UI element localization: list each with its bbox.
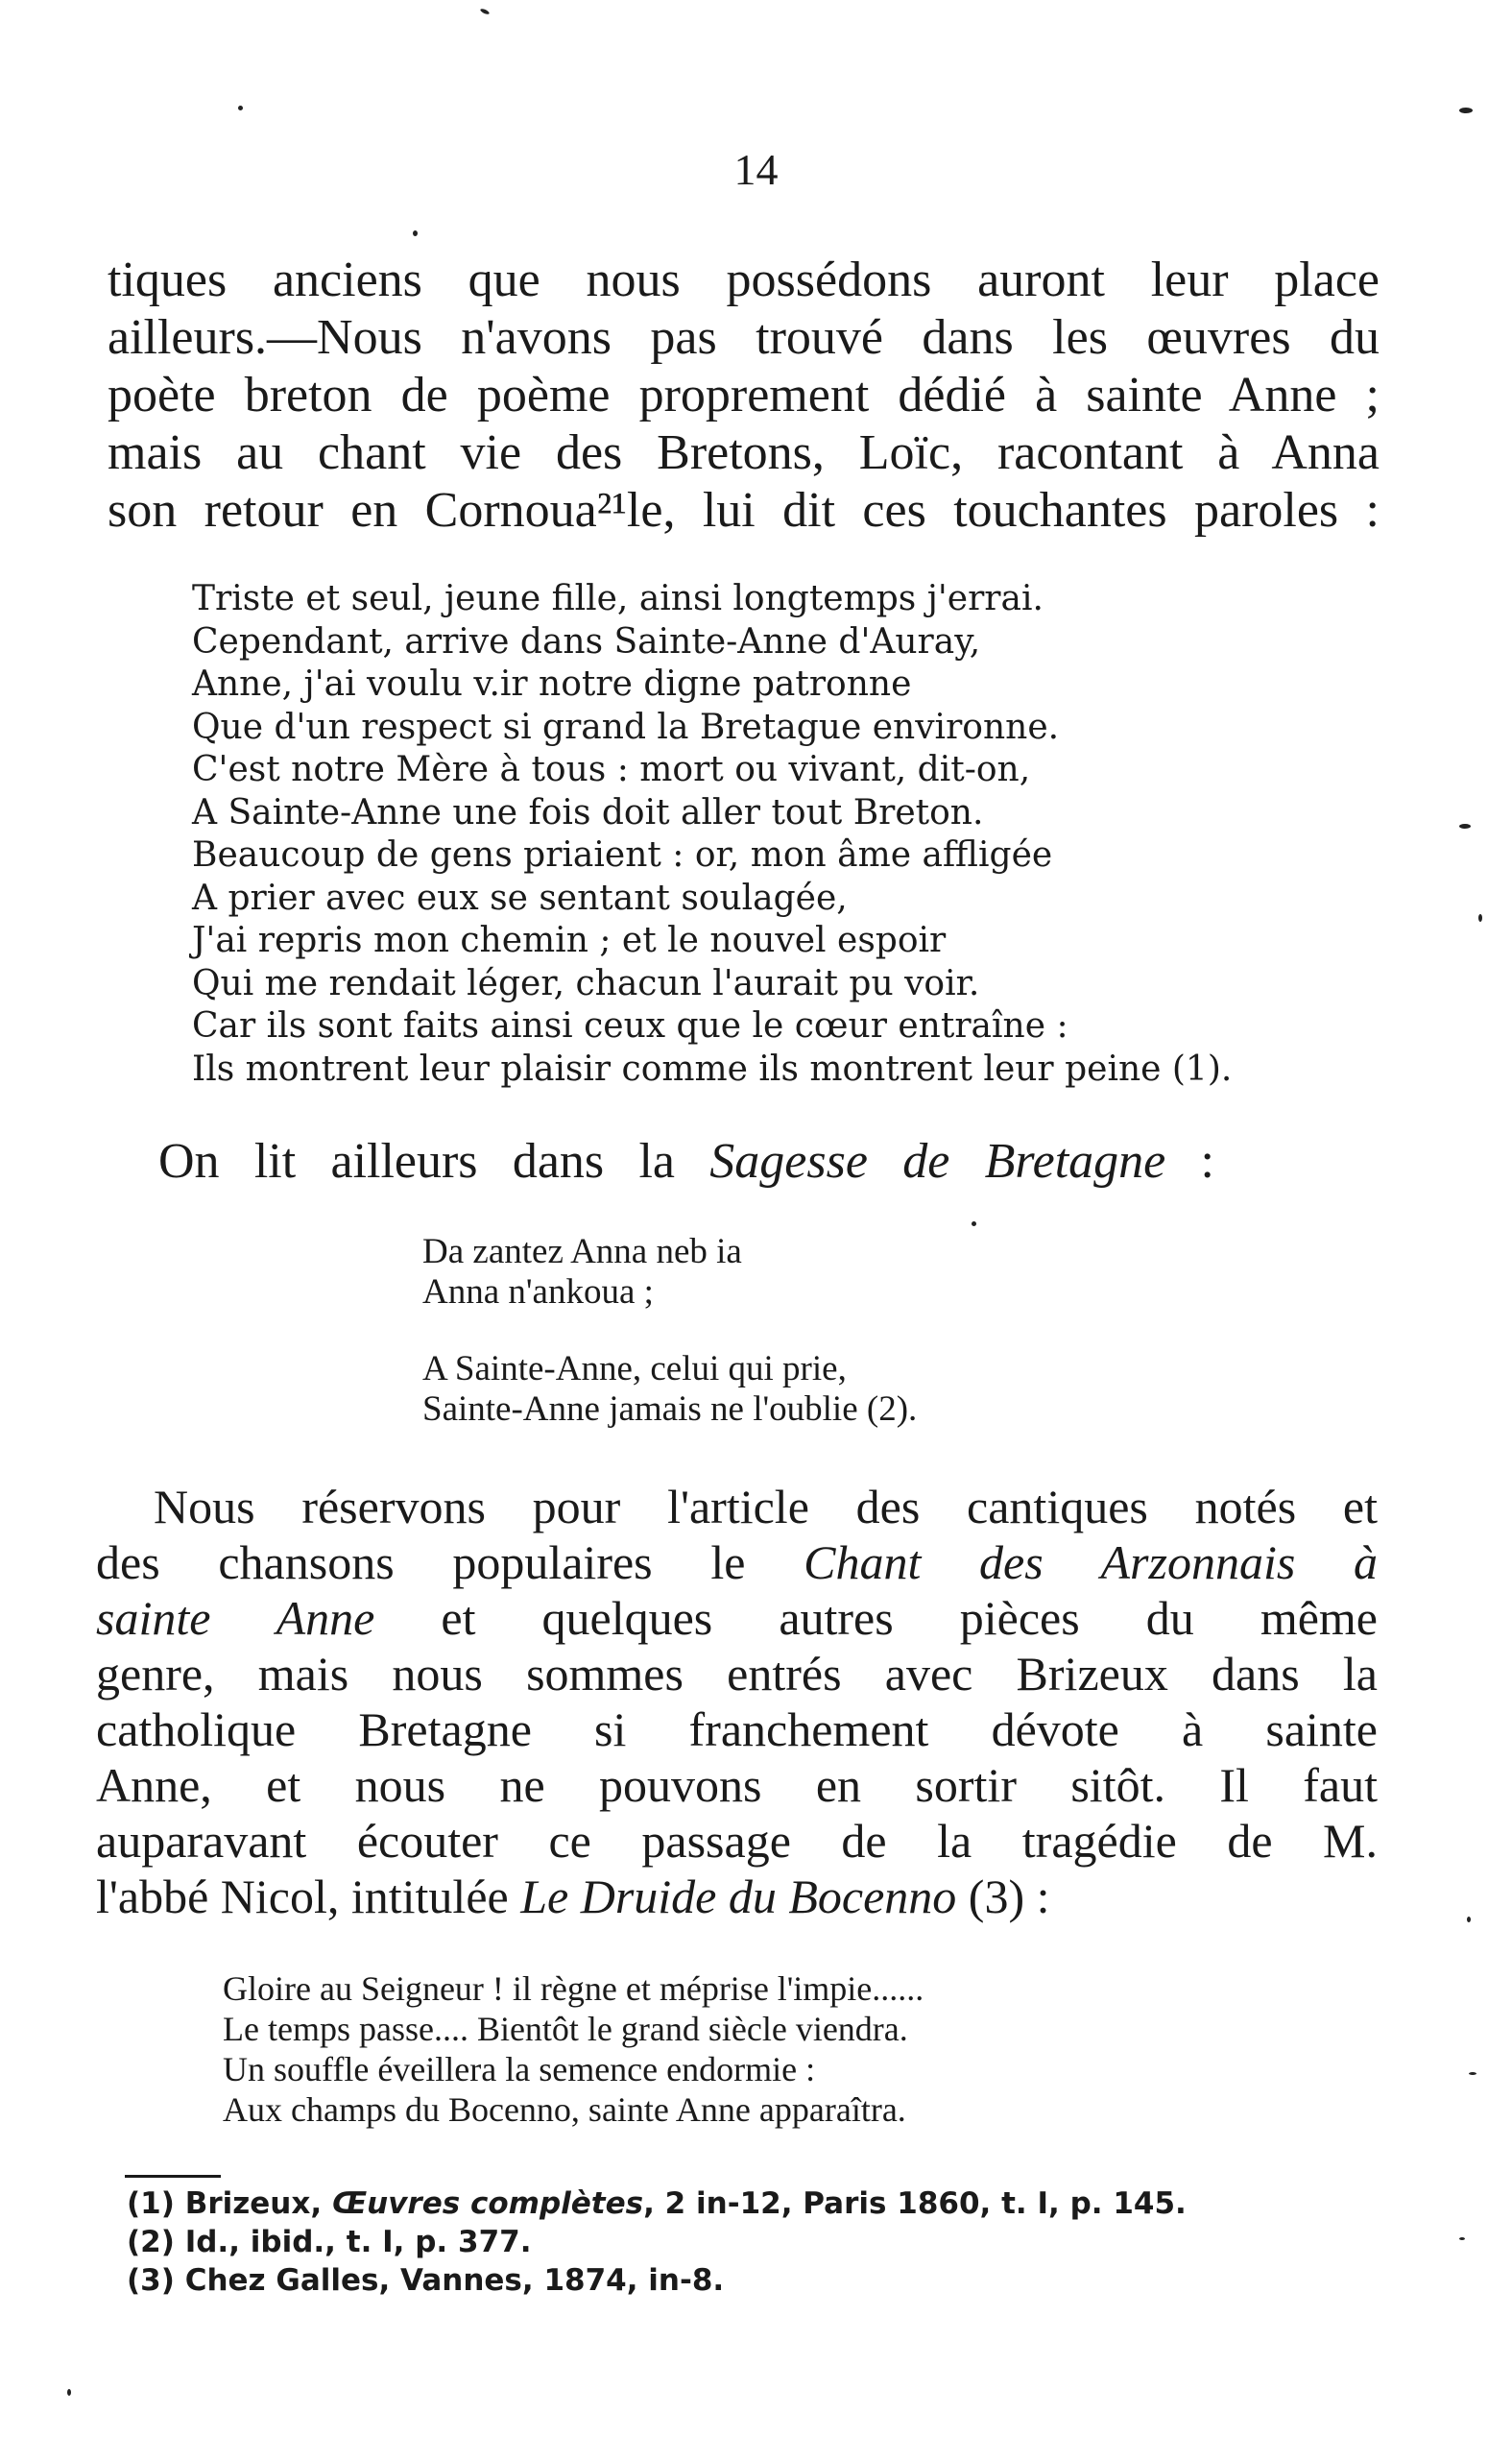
scan-speck <box>1467 1917 1471 1922</box>
verse-line: Triste et seul, jeune fille, ainsi longtemps j'errai. <box>192 579 1044 618</box>
intro-paragraph <box>108 252 1380 540</box>
sagesse-title: Sagesse de Bretagne <box>709 1134 1166 1189</box>
scan-speck <box>238 106 243 110</box>
text-line: genre, mais nous sommes entrés avec Brizeux dans la <box>96 1647 1378 1701</box>
text-line: tiques anciens que nous possédons auront leur place <box>108 253 1380 307</box>
scan-speck <box>1478 914 1482 922</box>
verse-line: C'est notre Mère à tous : mort ou vivant, dit-on, <box>192 750 1031 789</box>
verse-line: Car ils sont faits ainsi ceux que le cœur entraîne : <box>192 1006 1068 1046</box>
verse-line: A Sainte-Anne une fois doit aller tout Breton. <box>192 792 984 832</box>
verse-line: Le temps passe.... Bientôt le grand siècle viendra. <box>223 2010 908 2048</box>
footnote-text: (1) Brizeux, <box>127 2186 332 2221</box>
footnote-title: Œuvres complètes <box>331 2186 644 2221</box>
chant-title-end: sainte Anne <box>96 1591 375 1645</box>
scan-speck <box>67 2389 71 2396</box>
scan-speck <box>1469 2072 1476 2075</box>
page-number: 14 <box>733 145 779 194</box>
proverb-breton <box>422 1232 1094 1313</box>
scan-speck <box>480 8 491 15</box>
text-line: mais au chant vie des Bretons, Loïc, racontant à Anna <box>108 425 1380 480</box>
proverb-french <box>422 1349 1094 1430</box>
footnotes <box>127 2184 1327 2300</box>
verse-line: Aux champs du Bocenno, sainte Anne apparaîtra. <box>223 2090 906 2129</box>
text-line: son retour en Cornoua²¹le, lui dit ces touchantes paroles : <box>108 483 1380 538</box>
verse-line: Gloire au Seigneur ! il règne et méprise l'impie...... <box>223 1969 924 2008</box>
footnote-2: (2) Id., ibid., t. I, p. 377. <box>127 2225 532 2259</box>
verse-line: J'ai repris mon chemin ; et le nouvel espoir <box>192 921 947 960</box>
text-line: Anne, et nous ne pouvons en sortir sitôt. Il faut <box>96 1758 1378 1812</box>
scan-speck <box>413 230 418 236</box>
text-line: poète breton de poème proprement dédié à sainte Anne ; <box>108 368 1380 422</box>
proverb-line: Sainte-Anne jamais ne l'oublie (2). <box>422 1389 918 1429</box>
verse-line: Que d'un respect si grand la Bretague environne. <box>192 707 1060 747</box>
verse-line: Beaucoup de gens priaient : or, mon âme affligée <box>192 835 1053 875</box>
footnote-1 <box>127 2184 1327 2223</box>
sagesse-before: On lit ailleurs dans la <box>158 1134 710 1189</box>
text-line: auparavant écouter ce passage de la tragédie de M. <box>96 1814 1378 1868</box>
text-line: catholique Bretagne si franchement dévote à sainte <box>96 1702 1378 1756</box>
sagesse-after: : <box>1165 1134 1215 1189</box>
verse-line: Cependant, arrive dans Sainte-Anne d'Auray, <box>192 621 981 662</box>
sagesse-line <box>158 1133 1214 1191</box>
text-run: et quelques autres pièces du même <box>374 1591 1378 1645</box>
proverb-line: Anna n'ankoua ; <box>422 1272 654 1312</box>
brizeux-verse <box>192 578 1325 1091</box>
text-line <box>96 1534 1378 1590</box>
druide-verse <box>223 1968 1260 2130</box>
sagesse-intro <box>158 1133 1214 1191</box>
scan-speck <box>972 1221 976 1226</box>
scan-speck <box>1459 824 1471 829</box>
text-line <box>96 1590 1378 1646</box>
text-run: des chansons populaires le <box>96 1535 804 1589</box>
verse-line: Anne, j'ai voulu v.ir notre digne patronne <box>192 664 912 704</box>
text-run: (3) : <box>956 1870 1050 1923</box>
footnote-text: , 2 in-12, Paris 1860, t. I, p. 145. <box>643 2186 1187 2221</box>
proverb-line: Da zantez Anna neb ia <box>422 1232 742 1271</box>
footnote-rule <box>125 2175 221 2178</box>
second-paragraph <box>96 1479 1378 1924</box>
proverb-line: A Sainte-Anne, celui qui prie, <box>422 1349 847 1388</box>
verse-line: Ils montrent leur plaisir comme ils montrent leur peine (1). <box>192 1049 1233 1089</box>
verse-line: A prier avec eux se sentant soulagée, <box>192 878 848 918</box>
verse-line: Qui me rendait léger, chacun l'aurait pu voir. <box>192 963 980 1003</box>
scan-speck <box>1459 2237 1465 2240</box>
text-line <box>96 1869 1378 1924</box>
druide-title: Le Druide du Bocenno <box>520 1870 957 1923</box>
text-line: ailleurs.—Nous n'avons pas trouvé dans les œuvres du <box>108 310 1380 365</box>
text-line: Nous réservons pour l'article des cantiques notés et <box>154 1480 1378 1533</box>
verse-line: Un souffle éveillera la semence endormie : <box>223 2050 816 2088</box>
scan-speck <box>1459 108 1473 113</box>
text-run: l'abbé Nicol, intitulée <box>96 1870 521 1923</box>
chant-title: Chant des Arzonnais à <box>804 1535 1379 1589</box>
footnote-3: (3) Chez Galles, Vannes, 1874, in-8. <box>127 2263 725 2298</box>
